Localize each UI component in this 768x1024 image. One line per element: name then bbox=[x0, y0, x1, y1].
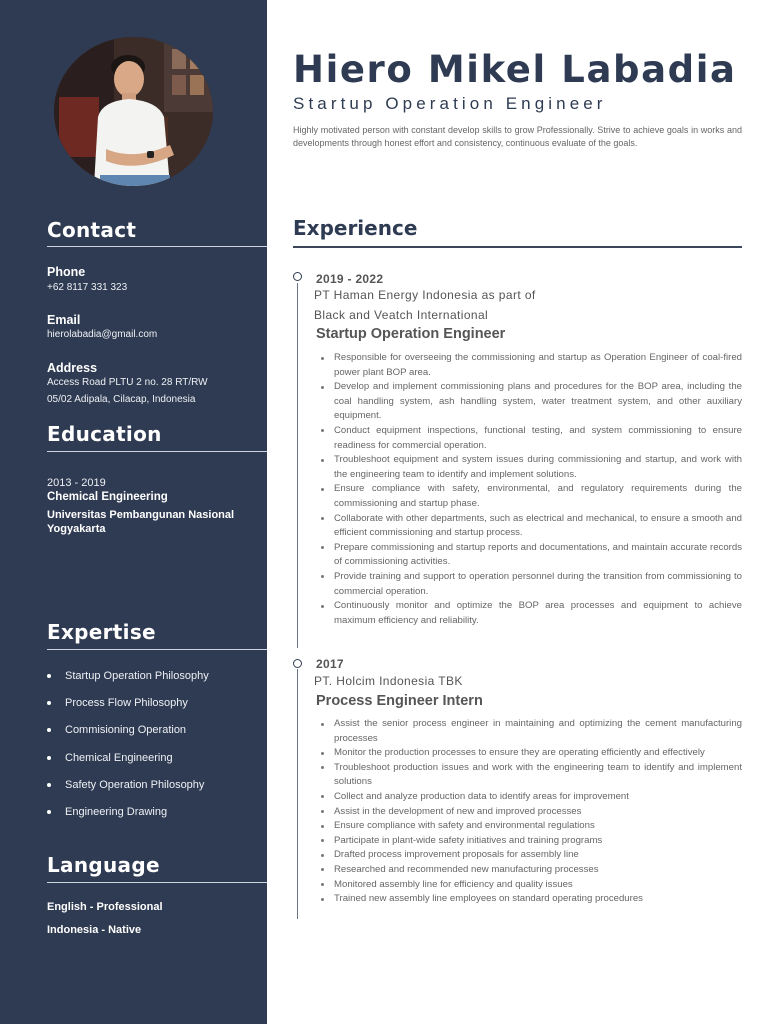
duty-item: Collaborate with other departments, such as electrical and mechanical, to ensure a smooth and efficient commissioning and startup process. bbox=[319, 512, 742, 541]
job-company-line1: PT Haman Energy Indonesia as part of bbox=[314, 288, 536, 302]
profile-summary: Highly motivated person with constant develop skills to grow Professionally. Strive to achieve goals in works and developments through honest effort and consistency, continuous evaluate of the goals. bbox=[293, 125, 742, 149]
expertise-item: Engineering Drawing bbox=[47, 804, 209, 831]
duty-item: Troubleshoot equipment and system issues during commissioning and startup, and work with the engineering team to identify and implement solutions. bbox=[319, 453, 742, 482]
language-divider bbox=[47, 882, 267, 883]
duty-item: Develop and implement commissioning plans and procedures for the BOP area, including the coal handling system, ash handling system, water treatment system, and other auxiliary equipment. bbox=[319, 380, 742, 424]
education-school-line2: Yogyakarta bbox=[47, 523, 106, 535]
duty-item: Trained new assembly line employees on standard operating procedures bbox=[319, 892, 742, 907]
expertise-item: Commisioning Operation bbox=[47, 722, 209, 749]
job-years: 2017 bbox=[316, 657, 344, 671]
duty-item: Drafted process improvement proposals for assembly line bbox=[319, 848, 742, 863]
duty-item: Conduct equipment inspections, functional testing, and system commissioning to ensure readiness for commercial operation. bbox=[319, 424, 742, 453]
job-company-line2: Black and Veatch International bbox=[314, 308, 489, 322]
email-label: Email bbox=[47, 313, 81, 327]
experience-divider bbox=[293, 246, 742, 248]
expertise-item: Chemical Engineering bbox=[47, 750, 209, 777]
timeline-line bbox=[297, 669, 298, 919]
expertise-item: Process Flow Philosophy bbox=[47, 695, 209, 722]
duty-item: Participate in plant-wide safety initiatives and training programs bbox=[319, 834, 742, 849]
duty-item: Troubleshoot production issues and work with the engineering team to identify and implement solutions bbox=[319, 761, 742, 790]
timeline-dot bbox=[293, 659, 302, 668]
profile-photo bbox=[54, 37, 213, 186]
phone-value[interactable]: +62 8117 331 323 bbox=[47, 282, 128, 293]
duty-item: Monitor the production processes to ensure they are operating efficiently and effectively bbox=[319, 746, 742, 761]
expertise-item: Startup Operation Philosophy bbox=[47, 668, 209, 695]
job-company-line1: PT. Holcim Indonesia TBK bbox=[314, 674, 463, 688]
job-role: Process Engineer Intern bbox=[316, 693, 483, 709]
duty-item: Monitored assembly line for efficiency and quality issues bbox=[319, 878, 742, 893]
address-line2: 05/02 Adipala, Cilacap, Indonesia bbox=[47, 394, 196, 405]
duty-item: Assist the senior process engineer in maintaining and optimizing the cement manufacturing processes bbox=[319, 717, 742, 746]
expertise-list bbox=[47, 668, 209, 831]
candidate-title: Startup Operation Engineer bbox=[293, 94, 607, 113]
education-school-line1: Universitas Pembangunan Nasional bbox=[47, 509, 235, 521]
expertise-heading: Expertise bbox=[47, 620, 156, 644]
phone-label: Phone bbox=[47, 265, 86, 279]
job-duties bbox=[319, 351, 742, 628]
duty-item: Prepare commissioning and startup reports and documentations, and maintain accurate records of commissioning activities. bbox=[319, 541, 742, 570]
expertise-divider bbox=[47, 649, 267, 650]
sidebar bbox=[0, 0, 267, 1024]
candidate-name: Hiero Mikel Labadia bbox=[293, 48, 737, 91]
duty-item: Collect and analyze production data to identify areas for improvement bbox=[319, 790, 742, 805]
address-label: Address bbox=[47, 361, 98, 375]
education-heading: Education bbox=[47, 422, 162, 446]
duty-item: Continuously monitor and optimize the BOP area processes and equipment to achieve maximum efficiency and reliability. bbox=[319, 599, 742, 628]
timeline-dot bbox=[293, 272, 302, 281]
email-value[interactable]: hierolabadia@gmail.com bbox=[47, 329, 158, 340]
education-years: 2013 - 2019 bbox=[47, 477, 106, 489]
duty-item: Ensure compliance with safety, environmental, and regulatory requirements during the commissioning and startup phase. bbox=[319, 482, 742, 511]
experience-heading: Experience bbox=[293, 216, 418, 240]
duty-item: Responsible for overseeing the commissioning and startup as Operation Engineer of coal-fired power plant BOP area. bbox=[319, 351, 742, 380]
education-divider bbox=[47, 451, 267, 452]
duty-item: Ensure compliance with safety and environmental regulations bbox=[319, 819, 742, 834]
contact-heading: Contact bbox=[47, 218, 137, 242]
language-item: English - Professional bbox=[47, 901, 163, 913]
duty-item: Provide training and support to operation personnel during the transition from commissioning to commercial operation. bbox=[319, 570, 742, 599]
language-heading: Language bbox=[47, 853, 160, 877]
language-item: Indonesia - Native bbox=[47, 924, 142, 936]
duty-item: Assist in the development of new and improved processes bbox=[319, 805, 742, 820]
expertise-item: Safety Operation Philosophy bbox=[47, 777, 209, 804]
education-major: Chemical Engineering bbox=[47, 491, 168, 503]
profile-photo-image bbox=[54, 37, 213, 186]
job-duties bbox=[319, 717, 742, 907]
contact-divider bbox=[47, 246, 267, 247]
job-years: 2019 - 2022 bbox=[316, 272, 384, 286]
job-role: Startup Operation Engineer bbox=[316, 326, 506, 342]
duty-item: Researched and recommended new manufacturing processes bbox=[319, 863, 742, 878]
timeline-line bbox=[297, 283, 298, 648]
address-line1: Access Road PLTU 2 no. 28 RT/RW bbox=[47, 377, 208, 388]
